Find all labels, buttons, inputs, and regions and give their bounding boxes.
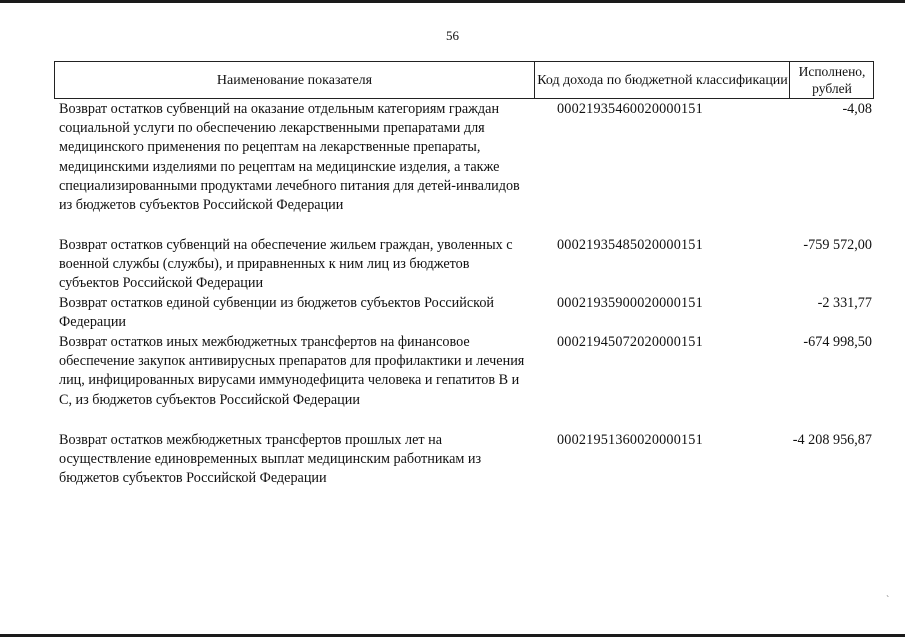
row-amount: -4,08 — [842, 101, 872, 117]
row-name: Возврат остатков субвенций на оказание отдельным категориям граждан социальной услуги по обеспечению лекарственными препаратами для медицинского применения по рецептам на лекарственные препараты, медицинскими изделиями по рецептам на медицинские изделия, а также специализированными продуктами лечебного питания для детей-инвалидов из бюджетов субъектов Российской Федерации — [59, 101, 520, 214]
scan-mark: ` — [886, 595, 890, 606]
page-number: 56 — [446, 28, 459, 43]
row-amount: -759 572,00 — [803, 237, 872, 253]
row-code: 00021935460020000151 — [557, 101, 703, 117]
header-name: Наименование показателя — [216, 72, 373, 88]
row-name: Возврат остатков единой субвенции из бюджетов субъектов Российской Федерации — [59, 295, 495, 331]
bottom-border-line — [0, 634, 905, 637]
row-amount: -4 208 956,87 — [792, 432, 872, 448]
table-header — [54, 61, 874, 99]
row-code: 00021935900020000151 — [557, 295, 703, 311]
row-code: 00021935485020000151 — [557, 237, 703, 253]
row-name: Возврат остатков межбюджетных трансфертов прошлых лет на осуществление единовременных выплат медицинским работникам из бюджетов субъектов Российской Федерации — [59, 432, 482, 487]
row-amount: -674 998,50 — [803, 334, 872, 350]
top-border-line — [0, 0, 905, 3]
row-name: Возврат остатков иных межбюджетных трансфертов на финансовое обеспечение закупок антивирусных препаратов для профилактики и лечения лиц, инфицированных вирусами иммунодефицита человека и гепатитов B и C, из бюджетов субъектов Российской Федерации — [59, 334, 525, 408]
row-code: 00021951360020000151 — [557, 432, 703, 448]
header-executed: Исполнено, рублей — [789, 62, 874, 98]
row-name: Возврат остатков субвенций на обеспечение жильем граждан, уволенных с военной службы (службы), и приравненных к ним лиц из бюджетов субъектов Российской Федерации — [59, 237, 513, 292]
row-code: 00021945072020000151 — [557, 334, 703, 350]
header-code: Код дохода по бюджетной классификации — [534, 62, 790, 98]
row-amount: -2 331,77 — [817, 295, 872, 311]
